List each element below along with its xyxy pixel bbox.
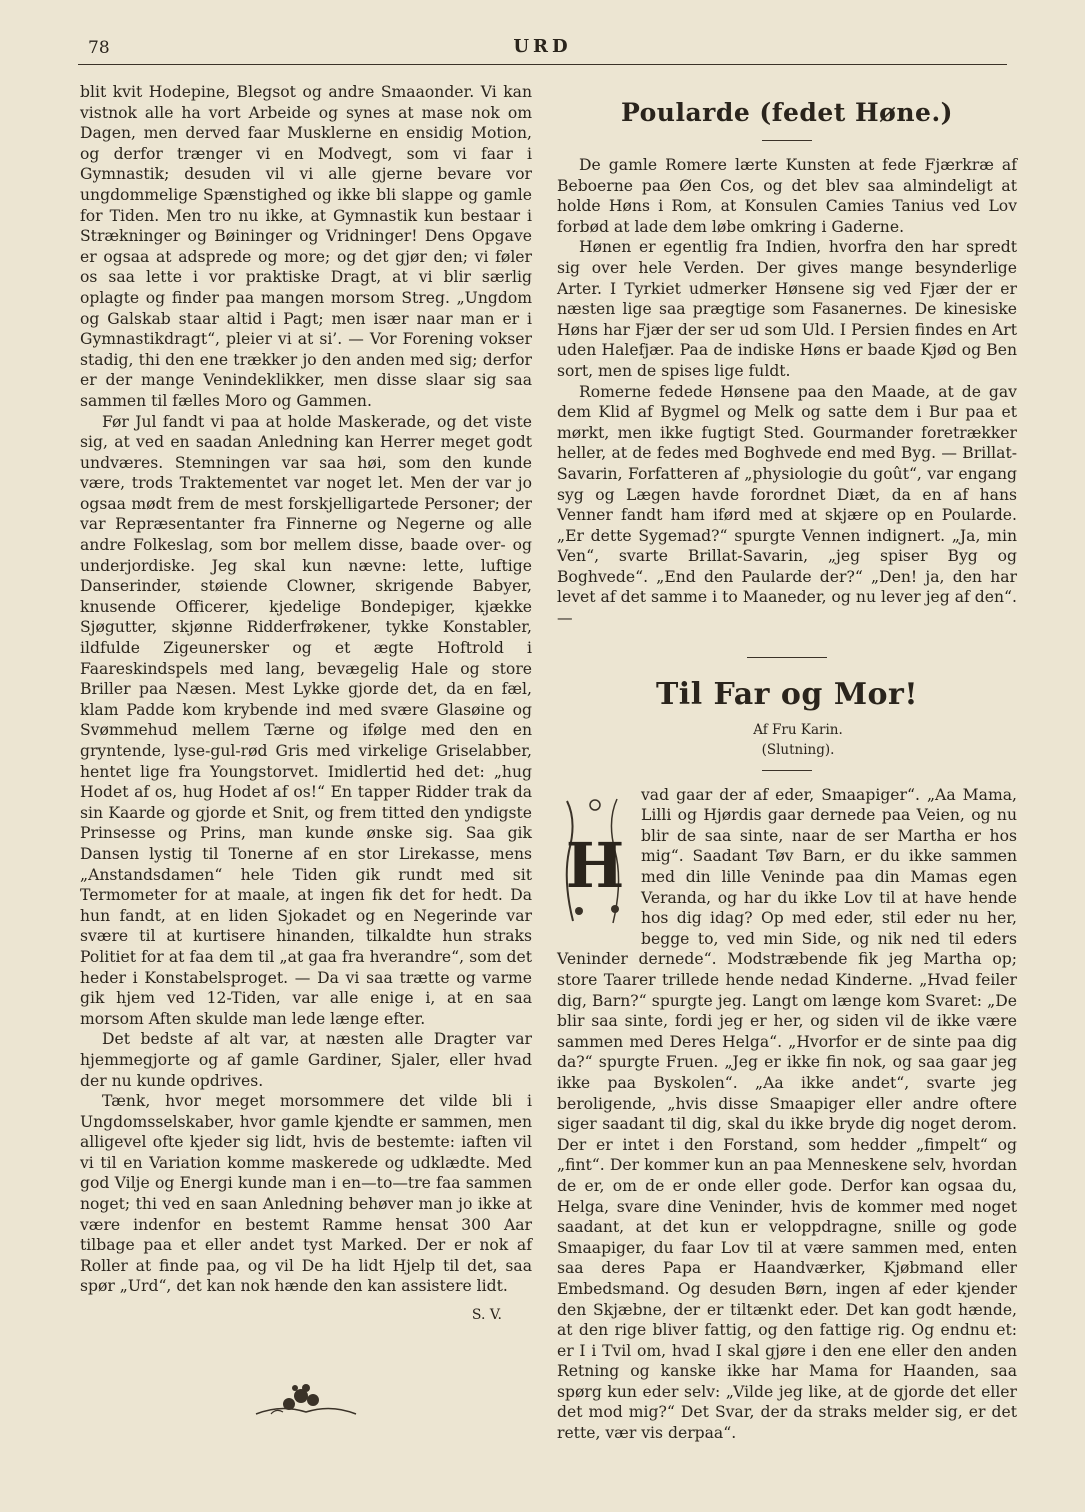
byline: Af Fru Karin. — [753, 721, 843, 738]
paragraph: Hønen er egentlig fra Indien, hvorfra den har spredt sig over hele Verden. Der gives mange besynderlige Arter. I Tyrkiet udmerker Hønsene sig ved Fjær der er næsten lige saa prægtige som Fasanernes. De kinesiske Høns har Fjær der ser ud som Uld. I Persien findes en Art uden Halefjær. Paa de indiske Høns er baade Kjød og Ben sort, men de spises lige fuldt. — [557, 238, 1017, 380]
ornamental-initial-icon — [557, 791, 633, 931]
initial-letter: H — [565, 828, 625, 902]
page-number: 78 — [88, 38, 110, 58]
paragraph: De gamle Romere lærte Kunsten at fede Fjærkræ af Beboerne paa Øen Cos, og det blev saa almindeligt at holde Høns i Rom, at Konsulen Camies Tanius ved Lov forbød at lade dem løbe omkring i Gaderne. — [557, 156, 1017, 236]
paragraph: vad gaar der af eder, Smaapiger“. „Aa Mama, Lilli og Hjørdis gaar dernede paa Veien, og nu blir de saa sinte, naar de ser Martha er hos mig“. Saadant Tøv Barn, er du ikke sammen med din lille Veninde paa din Mamas egen Veranda, og har du ikke Lov til at have hende hos dig idag? Op med eder, stil eder nu her, begge to, ved min Side, og nik ned til eders Veninder dernede“. Modstræbende fik jeg Martha op; store Taarer trillede hende nedad Kinderne. „Hvad feiler dig, Barn?“ spurgte jeg. Langt om længe kom Svaret: „De blir saa sinte, fordi jeg er her, og siden vil de ikke være sammen med Deres Helga“. „Hvorfor er de sinte paa dig da?“ spurgte Fruen. „Jeg er ikke fin nok, og saa gaar jeg ikke paa Byskolen“. „Aa ikke andet“, svarte jeg beroligende, „hvis disse Smaapiger eller andre oftere siger saadant til dig, skal du ikke bryde dig noget derom. Der er intet i den Forstand, som hedder „fimpelt“ og „fint“. Der kommer kun an paa Menneskene selv, hvordan de er, om de er onde eller gode. Derfor kan ogsaa du, Helga, svare dine Veninder, hvis de kommer med noget saadant, at det kun er veloppdragne, snille og gode Smaapiger, du faar Lov til at være sammen med, enten saa deres Papa er Haandværker, Kjøbmand eller Embedsmand. Og desuden Børn, ingen af eder kjender den Skjæbne, der er tiltænkt eder. Det kan godt hænde, at den rige bliver fattig, og den fattige rig. Og endnu et: er I i Tvil om, hvad I skal gjøre i den ene eller den anden Retning og kanske ikke har Mama for Haanden, saa spørg kun eder selv: „Vilde jeg like, at de gjorde det eller det mod mig?“ Det Svar, der da straks melder sig, er det rette, vær vis derpaa“. — [557, 785, 1017, 1443]
floral-ornament-icon — [251, 1374, 361, 1424]
left-column — [80, 82, 532, 1424]
signature: S. V. — [471, 1307, 502, 1324]
paragraph: Tænk, hvor meget morsommere det vilde bli i Ungdomsselskaber, hvor gamle kjendte er sammen, men alligevel ofte kjeder sig lidt, hvis de bestemte: iaften vil vi til en Variation komme maskerede og udklædte. Med god Vilje og Energi kunde man i en—to—tre faa sammen noget; thi ved en saan Anledning behøver man jo ikke at være indenfor en bestemt Ramme hensat 300 Aar tilbage paa et eller andet tyst Marked. Der er nok af Roller at finde paa, og vil De ha lidt Hjelp til det, saa spør „Urd“, det kan nok hænde den kan assistere lidt. — [80, 1092, 532, 1296]
continuation-note: (Slutning). — [761, 741, 835, 758]
divider — [747, 657, 827, 658]
right-column — [557, 82, 1017, 1444]
divider — [762, 770, 812, 771]
paragraph: Det bedste af alt var, at næsten alle Dragter var hjemmegjorte og af gamle Gardiner, Sjaler, eller hvad der nu kunde opdrives. — [80, 1030, 532, 1090]
paragraph: Før Jul fandt vi paa at holde Maskerade, og det viste sig, at ved en saadan Anledning kan Herrer meget godt undværes. Stemningen var saa høi, som den kunde være, trods Traktementet var noget let. Men der var jo ogsaa mødt frem de mest forskjelligartede Personer; der var Repræsentanter fra Finnerne og Negerne og alle andre Folkeslag, som bor mellem disse, baade over- og underjordiske. Jeg skal kun nævne: lette, luftige Danserinder, støiende Clowner, skrigende Babyer, knusende Officerer, kjedelige Bondepiger, kjække Sjøgutter, skjønne Ridderfrøkener, tykke Konstabler, ildfulde Zigeunersker og et ægte Hoftrold i Faareskindspels med lang, bevægelig Hale og store Briller paa Næsen. Mest Lykke gjorde det, da en fæl, klam Padde kom krybende ind med svære Glasøine og Svømmehud mellem Tærne og ifølge med den en gryntende, lyse-gul-rød Gris med virkelige Griselabber, hentet lige fra Youngstorvet. Imidlertid hed det: „hug Hodet af os, hug Hodet af os!“ En tapper Ridder trak da sin Kaarde og gjorde et Snit, og frem titted den yndigste Prinsesse og Prins, man kunde ønske sig. Saa gik Dansen lystig til Tonerne af en stor Lirekasse, mens „Anstandsdamen“ hele Tiden gik rundt med sit Termometer for at maale, at ingen fik det for hedt. Da hun fandt, at en liden Sjokadet og en Negerinde var svære til at kurtisere hinanden, tilkaldte hun straks Politiet for at faa dem til „at gaa fra hverandre“, som det heder i Konstabelsproget. — Da vi saa trætte og varme gik hjem ved 12-Tiden, var alle enige i, at en saa morsom Aften skulde man lede længe efter. — [80, 412, 532, 1028]
drop-initial — [557, 791, 633, 931]
divider — [762, 140, 812, 141]
paragraph: Romerne fedede Hønsene paa den Maade, at de gav dem Klid af Bygmel og Melk og satte dem i Bur paa et mørkt, men ikke fugtigt Sted. Gourmander foretrækker heller, at de fedes med Boghvede end med Byg. — Brillat-Savarin, Forfatteren af „physiologie du goût“, var engang syg og Lægen havde forordnet Diæt, da en af hans Venner fandt ham iførd med at skjære op en Poularde. „Er dette Sygemad?“ spurgte Vennen indignert. „Ja, min Ven“, svarte Brillat-Savarin, „jeg spiser Byg og Boghvede“. „End den Paularde der?“ „Den! ja, den har levet af det samme i to Maaneder, og nu lever jeg af den“. — — [557, 382, 1017, 628]
article-title-mor: Til Far og Mor! — [655, 676, 919, 712]
page-header — [78, 34, 1007, 65]
journal-title: URD — [513, 36, 572, 57]
article-title-poularde: Poularde (fedet Høne.) — [621, 98, 953, 127]
paragraph: blit kvit Hodepine, Blegsot og andre Smaaonder. Vi kan vistnok alle ha vort Arbeide og synes at mase nok om Dagen, men derved faar Musklerne en ensidig Motion, og derfor trænger vi en Modvegt, som vi faar i Gymnastik; desuden vil vi alle gjerne bevare vor ungdommelige Spænstighed og ikke bli slappe og gamle for Tiden. Men tro nu ikke, at Gymnastik kun bestaar i Strækninger og Bøininger og Vridninger! Dens Opgave er ogsaa at adsprede og more; og det gjør den; vi føler os saa lette i vor praktiske Dragt, at vi blir særlig oplagte og finder paa mangen morsom Streg. „Ungdom og Galskab staar altid i Pagt; men især naar man er i Gymnastikdragt“, pleier vi at si’. — Vor Forening vokser stadig, thi den ene trækker jo den anden med sig; derfor er der mange Venindeklikker, men disse slaar sig saa sammen til fælles Moro og Gammen. — [80, 83, 532, 410]
